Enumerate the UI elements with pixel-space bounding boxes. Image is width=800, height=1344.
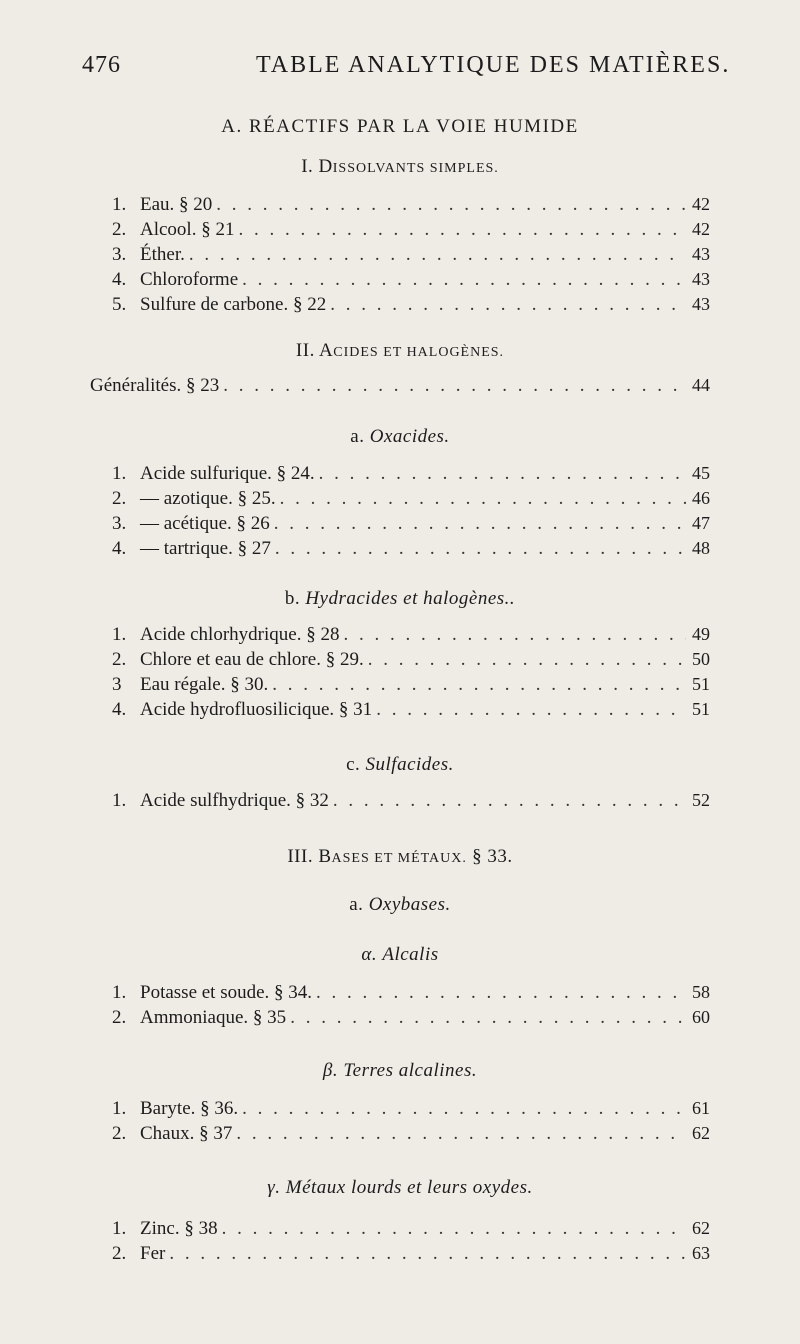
toc-entry: 1. Acide chlorhydrique. § 28 . . . 49 (112, 624, 710, 648)
subsection-heading-gamma: γ. Métaux lourds et leurs oxydes. (267, 1177, 533, 1198)
toc-entry: 3 Eau régale. § 30. . . . 51 (112, 674, 710, 698)
toc-entry: 1. Zinc. § 38 . . . 62 (112, 1218, 710, 1242)
toc-entry: 2. — azotique. § 25. . . . 46 (112, 488, 710, 512)
toc-entry: 1. Acide sulfhydrique. § 32 . . . 52 (112, 790, 710, 814)
toc-entry: 4. Acide hydrofluosilicique. § 31 . . . 51 (112, 699, 710, 723)
toc-entry: 2. Ammoniaque. § 35 . . . 60 (112, 1007, 710, 1031)
toc-entry: 1. Eau. § 20 . . . 42 (112, 194, 710, 218)
toc-entry: 3. Éther. . . . 43 (112, 244, 710, 268)
subsection-heading-b: b. Hydracides et halogènes.. (284, 588, 516, 609)
page-header (82, 52, 760, 82)
toc-entry: 2. Chlore et eau de chlore. § 29. . . . 50 (112, 649, 710, 673)
subsection-heading-a: a. Oxacides. (350, 426, 450, 447)
toc-entry: 1. Potasse et soude. § 34. . . . 58 (112, 982, 710, 1006)
running-title: TABLE ANALYTIQUE DES MATIÈRES. (256, 52, 731, 78)
toc-entry: 2. Fer . . . 63 (112, 1243, 710, 1267)
section-heading-2: II. ACIDES ET HALOGÈNES. (295, 340, 505, 361)
toc-entry: 3. — acétique. § 26 . . . 47 (112, 513, 710, 537)
page-number: 476 (82, 52, 121, 78)
toc-entry: 2. Chaux. § 37 . . . 62 (112, 1123, 710, 1147)
toc-entry-general: Généralités. § 23 . . . 44 (90, 375, 710, 399)
section-heading-3: III. BASES ET MÉTAUX. § 33. (287, 846, 513, 867)
section-heading-1: I. DISSOLVANTS SIMPLES. (301, 156, 499, 177)
subsection-heading-oxybases: a. Oxybases. (349, 894, 451, 915)
subsection-heading-alpha: α. Alcalis (361, 944, 439, 965)
toc-entry: 1. Baryte. § 36. . . . 61 (112, 1098, 710, 1122)
toc-entry: 2. Alcool. § 21 . . . 42 (112, 219, 710, 243)
subsection-heading-c: c. Sulfacides. (346, 754, 454, 775)
main-title: A. RÉACTIFS PAR LA VOIE HUMIDE (221, 116, 579, 137)
toc-entry: 4. Chloroforme . . . 43 (112, 269, 710, 293)
toc-entry: 4. — tartrique. § 27 . . . 48 (112, 538, 710, 562)
toc-entry: 1. Acide sulfurique. § 24. . . . 45 (112, 463, 710, 487)
subsection-heading-beta: β. Terres alcalines. (322, 1060, 478, 1081)
toc-entry: 5. Sulfure de carbone. § 22 . . . 43 (112, 294, 710, 318)
